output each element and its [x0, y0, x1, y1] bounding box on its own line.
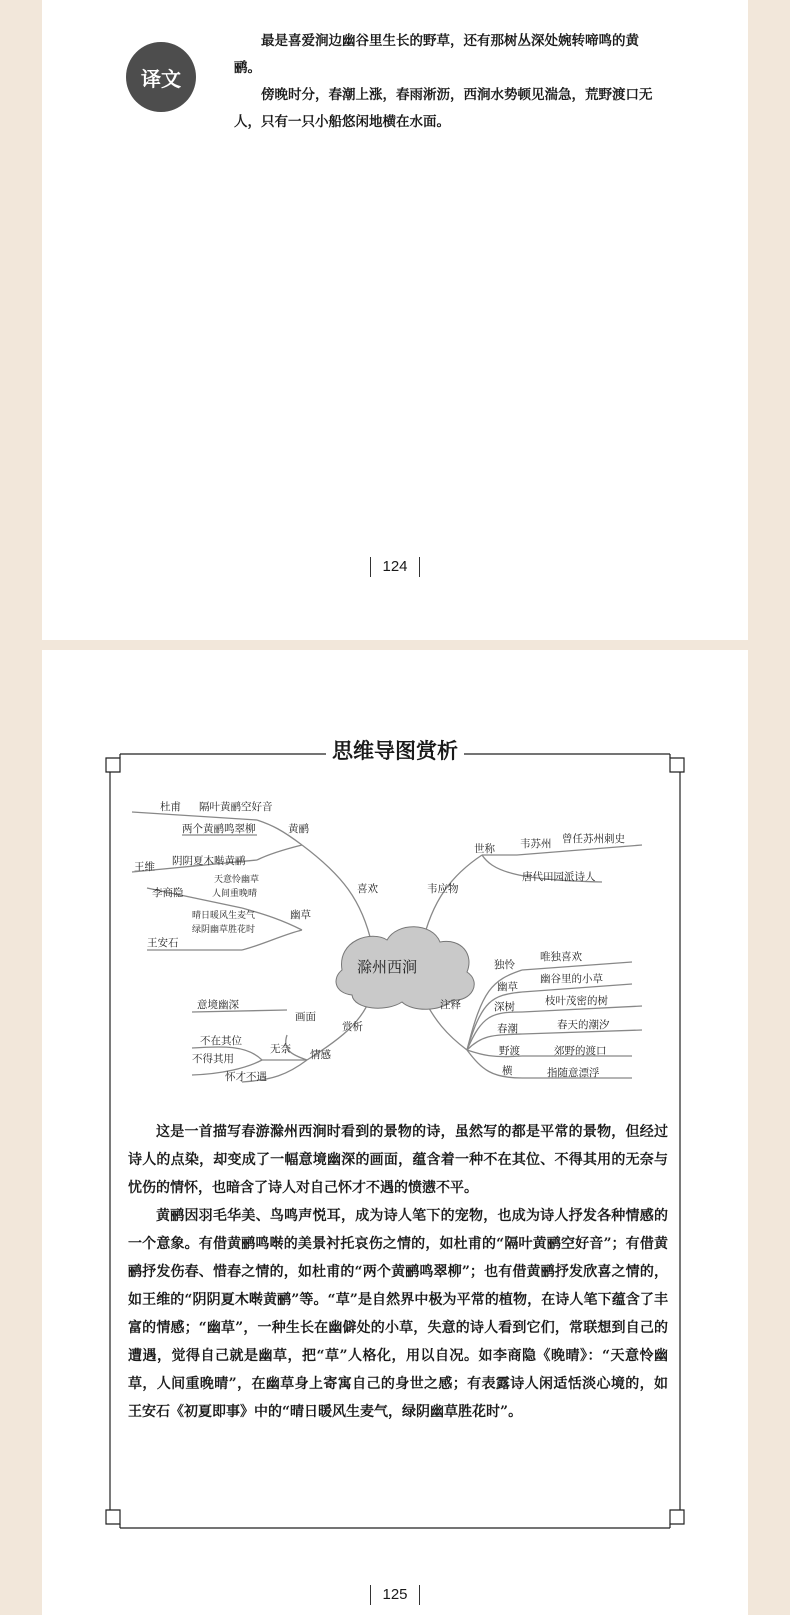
mm-node-youcao2: 幽草 — [497, 981, 518, 993]
analysis-text — [128, 1118, 668, 1426]
mind-map-center: 滁州西涧 — [357, 958, 418, 976]
mm-node-huangli: 黄鹂 — [288, 823, 309, 835]
mm-node-lishangyin: 李商隐 — [152, 887, 184, 899]
translation-paragraph: 傍晚时分，春潮上涨，春雨淅沥，西涧水势顿见湍急，荒野渡口无人，只有一只小船悠闲地横在水面。 — [234, 87, 653, 130]
analysis-paragraph: 黄鹂因羽毛华美、鸟鸣声悦耳，成为诗人笔下的宠物，也成为诗人抒发各种情感的一个意象。有借黄鹂鸣啭的美景衬托哀伤之情的，如杜甫的“隔叶黄鹂空好音”；有借黄鹂抒发伤春、惜春之情的，如杜甫的“两个黄鹂鸣翠柳”；也有借黄鹂抒发欣喜之情的，如王维的“阴阴夏木啭黄鹂”等。“草”是自然界中极为平常的植物，在诗人笔下蕴含了丰富的情感；“幽草”，一种生长在幽僻处的小草，失意的诗人看到它们，常联想到自己的遭遇，觉得自己就是幽草，把“草”人格化，用以自况。如李商隐《晚晴》：“天意怜幽草，人间重晚晴”，在幽草身上寄寓自己的身世之感；有表露诗人闲适恬淡心境的，如王安石《初夏即事》中的“晴日暖风生麦气，绿阴幽草胜花时”。 — [128, 1208, 668, 1420]
mm-node-liangge: 两个黄鹂鸣翠柳 — [182, 823, 256, 835]
mm-node-shenshu: 深树 — [494, 1001, 515, 1013]
mm-node-chunchao: 春潮 — [497, 1023, 518, 1035]
section-title: 思维导图赏析 — [42, 735, 748, 765]
translation-badge: 译文 — [126, 42, 196, 112]
mm-node-renjian: 人间重晚晴 — [212, 889, 258, 899]
mm-node-bude: 不得其用 — [192, 1053, 234, 1065]
mm-node-chuntian: 春天的潮汐 — [557, 1019, 610, 1031]
mm-node-renwu: 韦应物 — [427, 883, 459, 895]
mm-node-tangdai: 唐代田园派诗人 — [522, 871, 596, 883]
mm-node-gehuang: 隔叶黄鹂空好音 — [199, 801, 273, 813]
translation-paragraph: 最是喜爱涧边幽谷里生长的野草，还有那树丛深处婉转啼鸣的黄鹂。 — [234, 33, 639, 76]
mm-node-youcao: 幽草 — [290, 909, 311, 921]
mm-node-weidu: 唯独喜欢 — [540, 951, 582, 963]
mm-node-yinyin: 阴阴夏木啭黄鹂 — [172, 855, 246, 867]
mm-node-xishou: 喜欢 — [357, 883, 378, 895]
mm-node-wangwei: 王维 — [134, 861, 155, 873]
mm-node-dulian: 独怜 — [494, 959, 515, 971]
mm-node-xiangxi: 赏析 — [342, 1021, 363, 1033]
mm-node-huamian: 画面 — [295, 1011, 316, 1023]
mm-node-yougu: 幽谷里的小草 — [540, 973, 603, 985]
mm-node-buzai: 不在其位 — [200, 1035, 242, 1047]
mm-node-dufu: 杜甫 — [160, 801, 181, 813]
mm-node-suiyi: 指随意漂浮 — [547, 1067, 600, 1079]
mm-node-huaicai: 怀才不遇 — [225, 1071, 267, 1083]
mm-node-weisuzhou: 韦苏州 — [520, 838, 552, 850]
page-124 — [42, 0, 748, 640]
mm-node-yijing: 意境幽深 — [197, 999, 239, 1011]
mm-node-lvyin: 绿阴幽草胜花时 — [192, 925, 256, 935]
mm-node-zhiye: 枝叶茂密的树 — [545, 995, 608, 1007]
mm-node-wunai: 无奈 — [270, 1043, 291, 1055]
mm-node-yedu: 野渡 — [499, 1045, 520, 1057]
page-number: 124 — [42, 557, 748, 577]
analysis-paragraph: 这是一首描写春游滁州西涧时看到的景物的诗，虽然写的都是平常的景物，但经过诗人的点染，却变成了一幅意境幽深的画面，蕴含着一种不在其位、不得其用的无奈与忧伤的情怀，也暗含了诗人对自己怀才不遇的愤懑不平。 — [128, 1124, 668, 1196]
page-number: 125 — [42, 1585, 748, 1605]
mm-node-zhushi: 注释 — [440, 999, 461, 1011]
mm-node-jiaoye: 郊野的渡口 — [554, 1045, 607, 1057]
mm-node-heng: 横 — [502, 1065, 513, 1077]
translation-text — [234, 28, 658, 136]
mm-node-shicheng: 世称 — [474, 843, 495, 855]
page-125 — [42, 650, 748, 1615]
mm-node-tianyi: 天意怜幽草 — [214, 875, 260, 885]
mm-node-qinggan: 情感 — [310, 1049, 331, 1061]
mm-node-cengren: 曾任苏州刺史 — [562, 833, 625, 845]
mm-node-wanganshi: 王安石 — [147, 937, 179, 949]
mm-node-qingri: 晴日暖风生麦气 — [192, 911, 256, 921]
